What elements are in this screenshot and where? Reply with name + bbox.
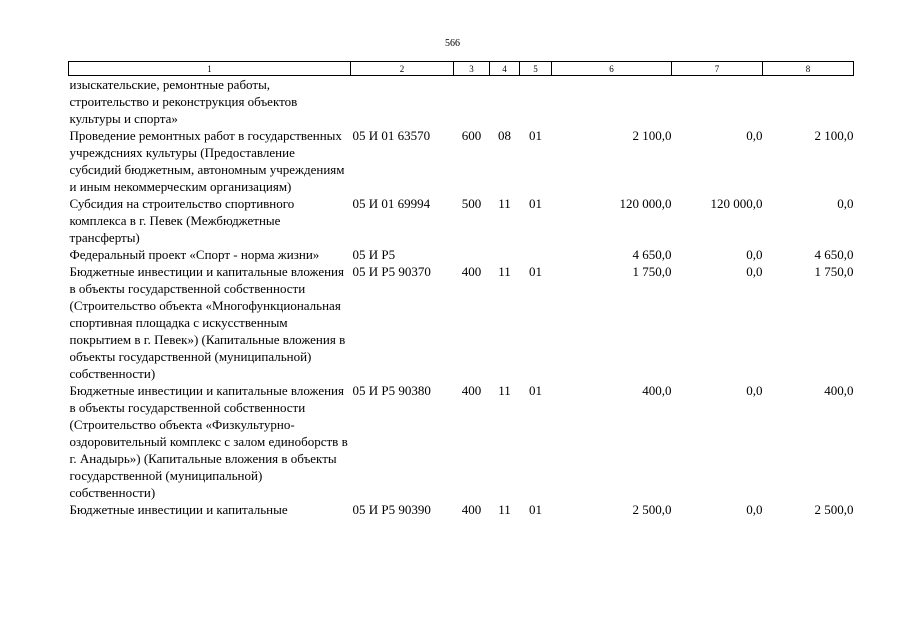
column-header: 6 bbox=[552, 62, 672, 76]
row-amount-col7: 0,0 bbox=[746, 264, 763, 279]
column-header: 5 bbox=[520, 62, 552, 76]
row-name: Бюджетные инвестиции и капитальные bbox=[69, 502, 288, 517]
row-expense-type: 500 bbox=[461, 196, 482, 211]
row-amount-total: 2 500,0 bbox=[632, 502, 672, 517]
row-amount-col7: 0,0 bbox=[746, 247, 763, 262]
row-subsection: 01 bbox=[529, 383, 542, 398]
row-amount-col8: 1 750,0 bbox=[814, 264, 854, 279]
column-header: 2 bbox=[351, 62, 454, 76]
row-amount-total bbox=[552, 76, 672, 128]
row-section: 11 bbox=[498, 383, 511, 398]
row-amount-col7: 0,0 bbox=[746, 502, 763, 517]
row-code: 05 И Р5 90370 bbox=[352, 264, 431, 279]
row-amount-col8: 2 100,0 bbox=[814, 128, 854, 143]
row-amount-col8 bbox=[763, 76, 854, 128]
table-row bbox=[69, 263, 854, 382]
row-section bbox=[490, 246, 520, 263]
row-code: 05 И 01 63570 bbox=[352, 128, 431, 143]
budget-table bbox=[68, 61, 854, 518]
row-expense-type: 400 bbox=[461, 383, 482, 398]
row-amount-total: 1 750,0 bbox=[632, 264, 672, 279]
row-amount-col7: 0,0 bbox=[746, 128, 763, 143]
row-name: Бюджетные инвестиции и капитальные вложения в объекты государственной собственности (Строительство объекта «Физкультурно-оздоровительный комплекс с залом единоборств в г. Анадырь») (Капитальные вложения в объекты государственной (муниципальной) собственности) bbox=[69, 383, 348, 500]
row-section bbox=[490, 76, 520, 128]
row-expense-type bbox=[454, 76, 490, 128]
row-name: Проведение ремонтных работ в государственных учреждсниях культуры (Предоставление субсидий бюджетным, автономным учреждениям и иным некоммерческим организациям) bbox=[69, 128, 345, 194]
row-name: Федеральный проект «Спорт - норма жизни» bbox=[69, 247, 320, 262]
row-section: 11 bbox=[498, 196, 511, 211]
row-code bbox=[351, 76, 454, 128]
table-row bbox=[69, 382, 854, 501]
column-header: 7 bbox=[672, 62, 763, 76]
row-name: изыскательские, ремонтные работы, строительство и реконструкция объектов культуры и спорта» bbox=[69, 77, 298, 126]
row-amount-col8: 4 650,0 bbox=[814, 247, 854, 262]
row-subsection: 01 bbox=[529, 196, 542, 211]
table-row bbox=[69, 127, 854, 195]
row-amount-col8: 0,0 bbox=[837, 196, 854, 211]
row-subsection bbox=[520, 76, 552, 128]
row-amount-col8: 400,0 bbox=[824, 383, 854, 398]
row-section: 11 bbox=[498, 502, 511, 517]
column-header: 3 bbox=[454, 62, 490, 76]
row-amount-total: 2 100,0 bbox=[632, 128, 672, 143]
row-expense-type: 600 bbox=[461, 128, 482, 143]
row-amount-col8: 2 500,0 bbox=[814, 502, 854, 517]
table-row bbox=[69, 76, 854, 128]
row-code: 05 И Р5 90380 bbox=[352, 383, 431, 398]
table-row bbox=[69, 195, 854, 246]
page-number: 566 bbox=[445, 38, 460, 49]
row-section: 08 bbox=[498, 128, 511, 143]
row-subsection: 01 bbox=[529, 502, 542, 517]
row-expense-type: 400 bbox=[461, 264, 482, 279]
row-subsection bbox=[520, 246, 552, 263]
row-name: Субсидия на строительство спортивного комплекса в г. Певек (Межбюджетные трансферты) bbox=[69, 196, 295, 245]
table-header-row bbox=[69, 62, 854, 76]
row-amount-col7: 120 000,0 bbox=[710, 196, 763, 211]
row-expense-type: 400 bbox=[461, 502, 482, 517]
row-amount-col7 bbox=[672, 76, 763, 128]
row-expense-type bbox=[454, 246, 490, 263]
row-name: Бюджетные инвестиции и капитальные вложения в объекты государственной собственности (Строительство объекта «Многофункциональная спортивная площадка с искусственным покрытием в г. Певек») (Капитальные вложения в объекты государственной (муниципальной) собственности) bbox=[69, 264, 346, 381]
row-code: 05 И Р5 bbox=[352, 247, 396, 262]
column-header: 1 bbox=[69, 62, 351, 76]
row-subsection: 01 bbox=[529, 128, 542, 143]
row-subsection: 01 bbox=[529, 264, 542, 279]
row-amount-total: 120 000,0 bbox=[619, 196, 672, 211]
column-header: 4 bbox=[490, 62, 520, 76]
table-row bbox=[69, 246, 854, 263]
row-code: 05 И 01 69994 bbox=[352, 196, 431, 211]
row-code: 05 И Р5 90390 bbox=[352, 502, 431, 517]
row-amount-col7: 0,0 bbox=[746, 383, 763, 398]
row-section: 11 bbox=[498, 264, 511, 279]
row-amount-total: 400,0 bbox=[642, 383, 672, 398]
row-amount-total: 4 650,0 bbox=[632, 247, 672, 262]
table-row bbox=[69, 501, 854, 518]
column-header: 8 bbox=[763, 62, 854, 76]
